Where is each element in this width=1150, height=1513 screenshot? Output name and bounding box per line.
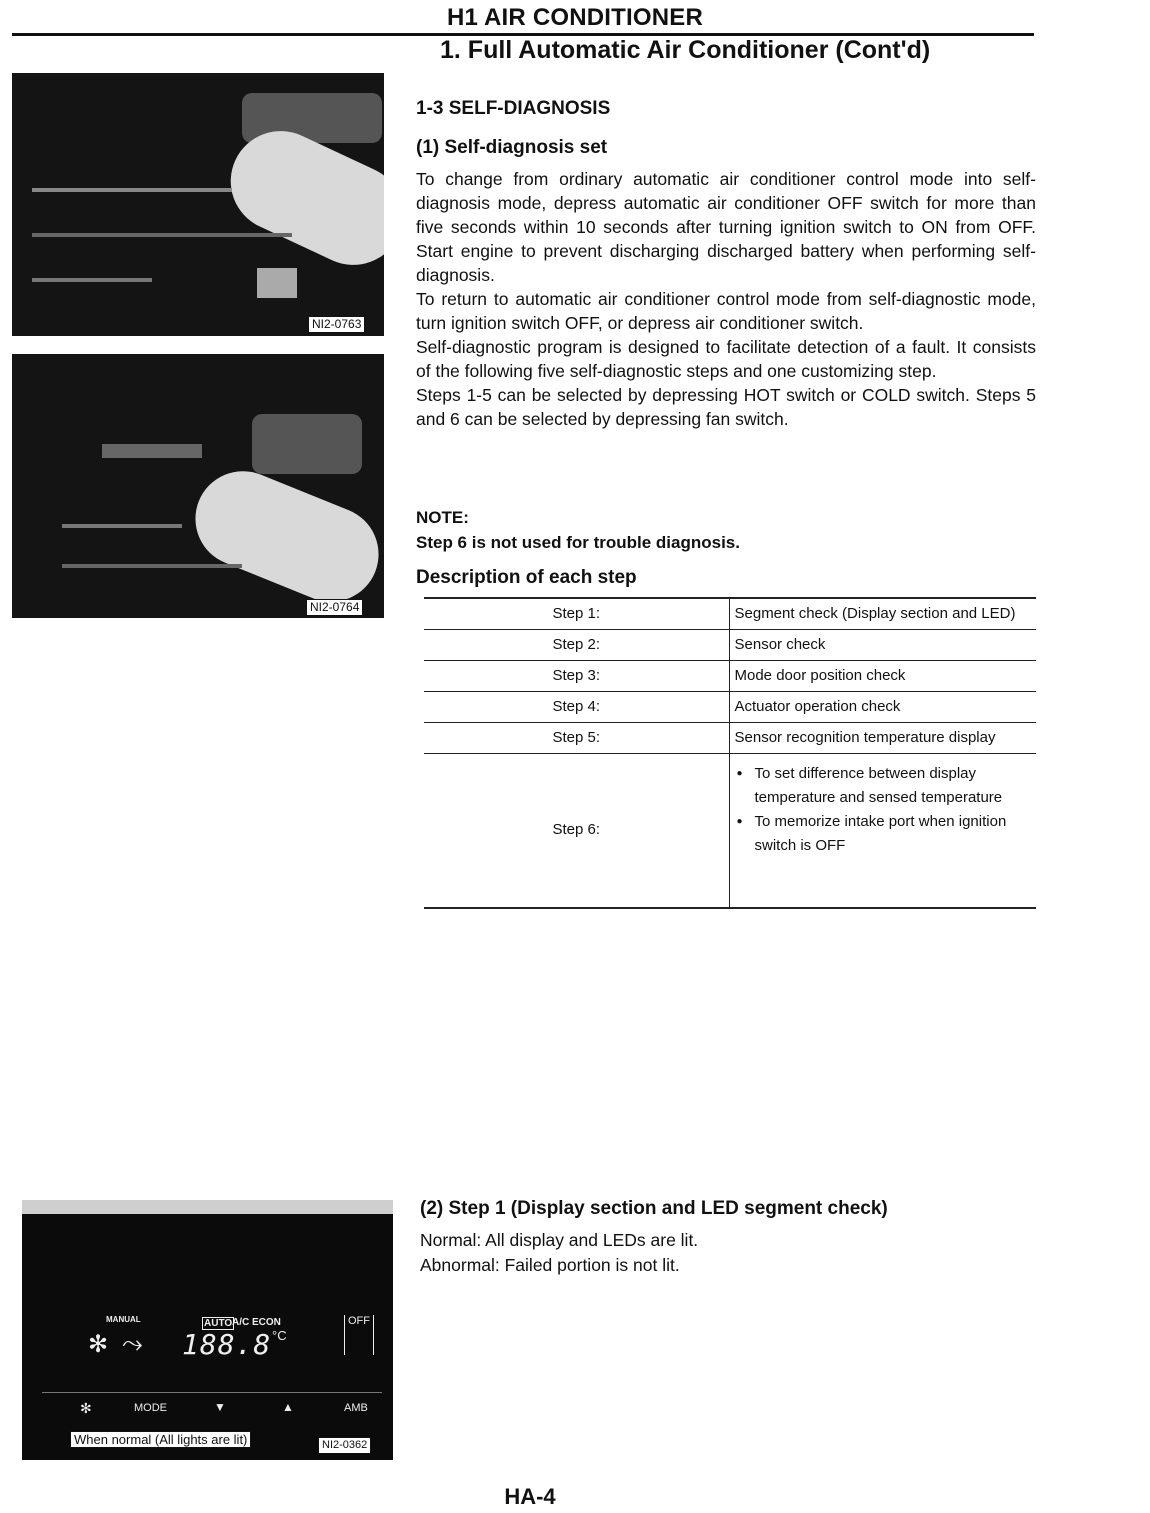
photo-control-panel-1: [12, 73, 384, 336]
step-label: Step 2:: [424, 630, 729, 661]
amb-button-label: AMB: [344, 1402, 368, 1414]
list-item: ● To memorize intake port when ignition switch is OFF: [735, 810, 1032, 858]
step-description: Sensor check: [729, 630, 1036, 661]
section-header: H1 AIR CONDITIONER: [446, 4, 704, 31]
step-label: Step 1:: [424, 598, 729, 630]
table-title: Description of each step: [416, 567, 637, 588]
paragraph: To return to automatic air conditioner control mode from self-diagnostic mode, turn ignition switch OFF, or depress air conditioner switch.: [416, 289, 1036, 333]
note-text: Step 6 is not used for trouble diagnosis.: [416, 533, 740, 552]
step1-section-title: (2) Step 1 (Display section and LED segment check): [420, 1198, 888, 1219]
photo-display-panel: [22, 1200, 393, 1460]
table-row: [424, 630, 1036, 661]
step-label: Step 5:: [424, 723, 729, 754]
airflow-icon: ⤳: [122, 1328, 143, 1358]
hot-button-icon: ▲: [282, 1400, 294, 1414]
ac-econ-indicator: A/C ECON: [232, 1317, 281, 1328]
normal-description: Normal: All display and LEDs are lit.: [420, 1230, 699, 1250]
finger-press-illustration: [181, 457, 384, 616]
self-diagnosis-description: [416, 167, 1036, 431]
subsection-title: (1) Self-diagnosis set: [416, 137, 608, 158]
cold-button-icon: ▼: [214, 1400, 226, 1414]
list-item: ● To set difference between display temperature and sensed temperature: [735, 762, 1032, 810]
manual-indicator: MANUAL: [106, 1315, 141, 1324]
mode-button-label: MODE: [134, 1402, 167, 1414]
step-label: Step 3:: [424, 661, 729, 692]
figure-code: NI2-0362: [318, 1437, 371, 1454]
table-row: [424, 598, 1036, 630]
abnormal-description: Abnormal: Failed portion is not lit.: [420, 1255, 680, 1275]
auto-indicator: AUTO: [204, 1318, 233, 1329]
step-description: Mode door position check: [729, 661, 1036, 692]
step-description: [729, 754, 1036, 908]
figure-code: NI2-0763: [308, 316, 365, 333]
note-label: NOTE:: [416, 508, 469, 527]
step-description: Sensor recognition temperature display: [729, 723, 1036, 754]
step-6-bullets: [735, 762, 1032, 858]
paragraph: To change from ordinary automatic air conditioner control mode into self-diagnosis mode, depress automatic air conditioner OFF switch for more than five seconds within 10 seconds after turning ignition switch to ON from OFF. Start engine to prevent discharging discharged battery when performing self-diagnosis.: [416, 169, 1036, 285]
table-row: [424, 692, 1036, 723]
table-row: [424, 723, 1036, 754]
step-description: Segment check (Display section and LED): [729, 598, 1036, 630]
figure-code: NI2-0764: [306, 599, 363, 616]
paragraph: Steps 1-5 can be selected by depressing HOT switch or COLD switch. Steps 5 and 6 can be selected by depressing fan switch.: [416, 385, 1036, 429]
temperature-unit: °C: [272, 1328, 287, 1343]
off-indicator: OFF: [344, 1315, 374, 1355]
figure-caption: When normal (All lights are lit): [70, 1431, 251, 1448]
section-title: 1-3 SELF-DIAGNOSIS: [416, 98, 611, 119]
fan-button-icon: ✻: [80, 1400, 92, 1416]
photo-control-panel-2: [12, 354, 384, 618]
page-number: HA-4: [504, 1484, 556, 1509]
paragraph: Self-diagnostic program is designed to facilitate detection of a fault. It consists of the following five self-diagnostic steps and one customizing step.: [416, 337, 1036, 381]
steps-table: [424, 597, 1036, 909]
table-row: [424, 661, 1036, 692]
step-description: Actuator operation check: [729, 692, 1036, 723]
table-row: [424, 754, 1036, 908]
step-label: Step 4:: [424, 692, 729, 723]
step-label: Step 6:: [424, 754, 729, 908]
fan-icon: ✻: [88, 1331, 109, 1358]
page-subtitle: 1. Full Automatic Air Conditioner (Cont'd): [440, 36, 931, 64]
temperature-display: 188.8: [182, 1328, 272, 1361]
